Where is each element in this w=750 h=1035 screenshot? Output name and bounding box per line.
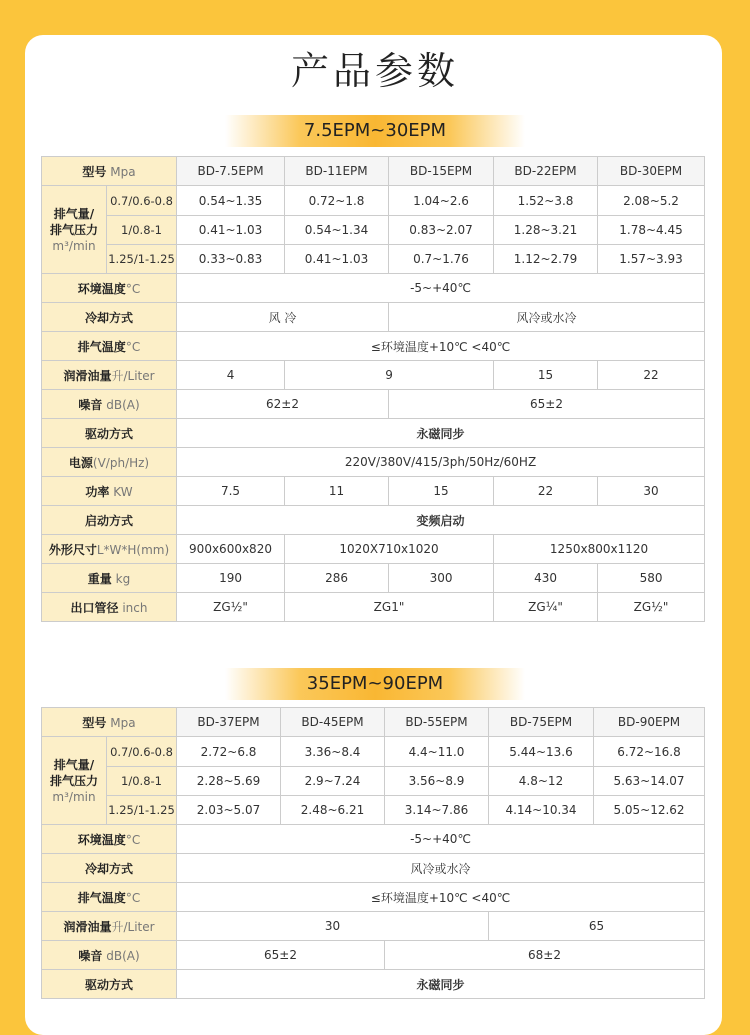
table-row: [42, 157, 705, 186]
flow-value: 1.04~2.6: [389, 186, 494, 216]
oil-value: 65: [489, 912, 705, 941]
model-name: BD-45EPM: [281, 708, 385, 737]
dimensions-label: 外形尺寸L*W*H(mm): [42, 535, 177, 564]
cooling-label: 冷却方式: [42, 854, 177, 883]
table-row: [42, 912, 705, 941]
pressure-value: 0.7/0.6-0.8: [107, 737, 177, 767]
noise-value: 68±2: [385, 941, 705, 970]
outlet-value: ZG¼": [494, 593, 598, 622]
pressure-value: 0.7/0.6-0.8: [107, 186, 177, 216]
power-supply-label: 电源(V/ph/Hz): [42, 448, 177, 477]
flow-label: 排气量/ 排气压力 m³/min: [42, 186, 107, 274]
flow-value: 5.63~14.07: [594, 767, 705, 796]
flow-value: 5.44~13.6: [489, 737, 594, 767]
exhaust-temp-value: ≤环境温度+10℃ <40℃: [177, 883, 705, 912]
table-row: [42, 448, 705, 477]
pressure-value: 1/0.8-1: [107, 216, 177, 245]
table-row: [42, 970, 705, 999]
flow-value: 0.83~2.07: [389, 216, 494, 245]
exhaust-temp-label: 排气温度°C: [42, 883, 177, 912]
noise-value: 65±2: [177, 941, 385, 970]
cooling-label: 冷却方式: [42, 303, 177, 332]
flow-value: 2.9~7.24: [281, 767, 385, 796]
start-label: 启动方式: [42, 506, 177, 535]
drive-value: 永磁同步: [177, 970, 705, 999]
model-name: BD-90EPM: [594, 708, 705, 737]
outlet-label: 出口管径 inch: [42, 593, 177, 622]
flow-value: 1.12~2.79: [494, 245, 598, 274]
spec-table-1: [41, 156, 705, 622]
cooling-value: 风冷或水冷: [389, 303, 705, 332]
table-row: [42, 883, 705, 912]
power-kw-value: 15: [389, 477, 494, 506]
flow-value: 6.72~16.8: [594, 737, 705, 767]
drive-value: 永磁同步: [177, 419, 705, 448]
oil-value: 4: [177, 361, 285, 390]
section-banner-1: 7.5EPM~30EPM: [225, 115, 525, 147]
model-name: BD-11EPM: [285, 157, 389, 186]
flow-value: 2.28~5.69: [177, 767, 281, 796]
table-row: [42, 564, 705, 593]
noise-label: 噪音 dB(A): [42, 390, 177, 419]
dimensions-value: 1250x800x1120: [494, 535, 705, 564]
weight-value: 190: [177, 564, 285, 593]
model-name: BD-15EPM: [389, 157, 494, 186]
weight-value: 430: [494, 564, 598, 593]
drive-label: 驱动方式: [42, 970, 177, 999]
flow-value: 0.41~1.03: [285, 245, 389, 274]
table-row: [42, 506, 705, 535]
dimensions-value: 900x600x820: [177, 535, 285, 564]
power-kw-value: 22: [494, 477, 598, 506]
flow-value: 0.54~1.34: [285, 216, 389, 245]
weight-value: 300: [389, 564, 494, 593]
table-row: [42, 361, 705, 390]
flow-value: 2.48~6.21: [281, 796, 385, 825]
flow-value: 0.7~1.76: [389, 245, 494, 274]
power-kw-value: 11: [285, 477, 389, 506]
flow-value: 0.54~1.35: [177, 186, 285, 216]
env-temp-label: 环境温度°C: [42, 825, 177, 854]
oil-label: 润滑油量升/Liter: [42, 361, 177, 390]
flow-value: 1.28~3.21: [494, 216, 598, 245]
power-supply-value: 220V/380V/415/3ph/50Hz/60HZ: [177, 448, 705, 477]
env-temp-label: 环境温度°C: [42, 274, 177, 303]
flow-value: 3.36~8.4: [281, 737, 385, 767]
oil-label: 润滑油量升/Liter: [42, 912, 177, 941]
pressure-value: 1.25/1-1.25: [107, 245, 177, 274]
table-row: [42, 303, 705, 332]
flow-value: 4.14~10.34: [489, 796, 594, 825]
table-row: [42, 332, 705, 361]
exhaust-temp-value: ≤环境温度+10℃ <40℃: [177, 332, 705, 361]
model-name: BD-30EPM: [598, 157, 705, 186]
model-name: BD-7.5EPM: [177, 157, 285, 186]
flow-value: 0.41~1.03: [177, 216, 285, 245]
table-row: [42, 419, 705, 448]
start-value: 变频启动: [177, 506, 705, 535]
env-temp-value: -5~+40℃: [177, 274, 705, 303]
table-row: [42, 274, 705, 303]
table-row: [42, 825, 705, 854]
pressure-value: 1.25/1-1.25: [107, 796, 177, 825]
outlet-value: ZG½": [598, 593, 705, 622]
dimensions-value: 1020X710x1020: [285, 535, 494, 564]
oil-value: 15: [494, 361, 598, 390]
noise-value: 62±2: [177, 390, 389, 419]
flow-value: 4.4~11.0: [385, 737, 489, 767]
pressure-value: 1/0.8-1: [107, 767, 177, 796]
table-row: [42, 186, 705, 216]
oil-value: 22: [598, 361, 705, 390]
table-row: [42, 245, 705, 274]
flow-value: 3.14~7.86: [385, 796, 489, 825]
model-name: BD-37EPM: [177, 708, 281, 737]
cooling-value: 风 冷: [177, 303, 389, 332]
model-name: BD-55EPM: [385, 708, 489, 737]
flow-value: 3.56~8.9: [385, 767, 489, 796]
spec-table-2: [41, 707, 705, 999]
cooling-value: 风冷或水冷: [177, 854, 705, 883]
section-banner-2: 35EPM~90EPM: [225, 668, 525, 700]
table-row: [42, 477, 705, 506]
flow-value: 2.72~6.8: [177, 737, 281, 767]
flow-value: 1.57~3.93: [598, 245, 705, 274]
outlet-value: ZG1": [285, 593, 494, 622]
model-header: 型号 Mpa: [42, 708, 177, 737]
power-kw-value: 30: [598, 477, 705, 506]
noise-label: 噪音 dB(A): [42, 941, 177, 970]
table-row: [42, 708, 705, 737]
flow-label: 排气量/ 排气压力 m³/min: [42, 737, 107, 825]
drive-label: 驱动方式: [42, 419, 177, 448]
oil-value: 30: [177, 912, 489, 941]
flow-value: 4.8~12: [489, 767, 594, 796]
table-row: [42, 216, 705, 245]
table-row: [42, 854, 705, 883]
table-row: [42, 941, 705, 970]
table-row: [42, 796, 705, 825]
oil-value: 9: [285, 361, 494, 390]
noise-value: 65±2: [389, 390, 705, 419]
power-kw-label: 功率 KW: [42, 477, 177, 506]
flow-value: 2.08~5.2: [598, 186, 705, 216]
table-row: [42, 767, 705, 796]
flow-value: 2.03~5.07: [177, 796, 281, 825]
model-name: BD-22EPM: [494, 157, 598, 186]
power-kw-value: 7.5: [177, 477, 285, 506]
flow-value: 5.05~12.62: [594, 796, 705, 825]
flow-value: 1.52~3.8: [494, 186, 598, 216]
model-name: BD-75EPM: [489, 708, 594, 737]
model-header: 型号 Mpa: [42, 157, 177, 186]
table-row: [42, 593, 705, 622]
page-title: 产品参数: [290, 49, 459, 93]
weight-value: 580: [598, 564, 705, 593]
outlet-value: ZG½": [177, 593, 285, 622]
weight-value: 286: [285, 564, 389, 593]
table-row: [42, 390, 705, 419]
exhaust-temp-label: 排气温度°C: [42, 332, 177, 361]
flow-value: 1.78~4.45: [598, 216, 705, 245]
table-row: [42, 737, 705, 767]
flow-value: 0.72~1.8: [285, 186, 389, 216]
weight-label: 重量 kg: [42, 564, 177, 593]
flow-value: 0.33~0.83: [177, 245, 285, 274]
env-temp-value: -5~+40℃: [177, 825, 705, 854]
table-row: [42, 535, 705, 564]
